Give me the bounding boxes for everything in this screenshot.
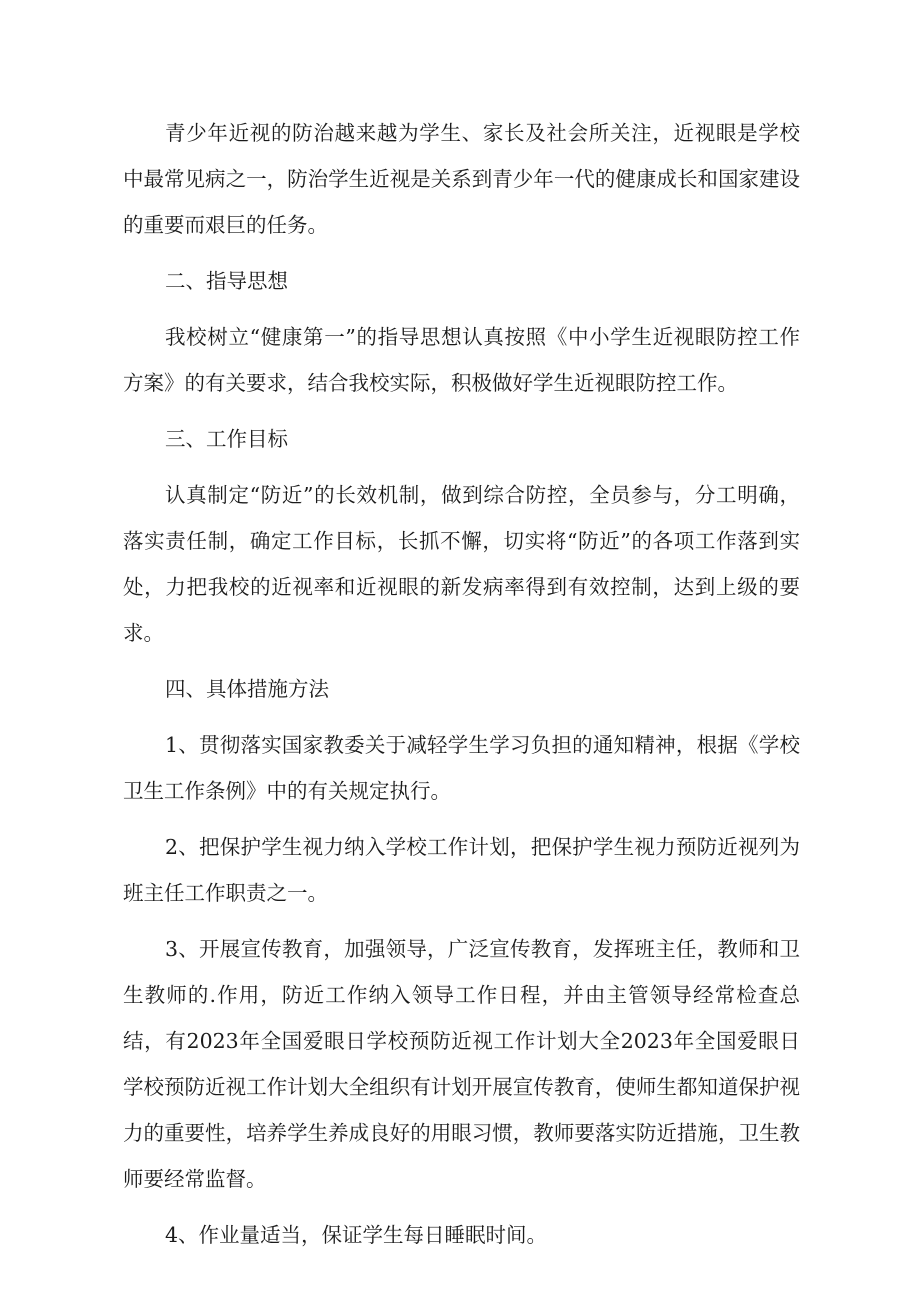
- document-body: [123, 110, 800, 1268]
- paragraph-measure-4: 4、作业量适当，保证学生每日睡眠时间。: [165, 1223, 548, 1247]
- heading-guiding-thought: 二、指导思想: [165, 269, 288, 293]
- paragraph-work-goals: 认真制定“防近”的长效机制，做到综合防控，全员参与，分工明确，落实责任制，确定工作目标，长抓不懈，切实将“防近”的各项工作落到实处，力把我校的近视率和近视眼的新发病率得到有效控制，达到上级的要求。: [123, 483, 800, 645]
- paragraph-measure-2: 2、把保护学生视力纳入学校工作计划，把保护学生视力预防近视列为班主任工作职责之一。: [123, 835, 800, 905]
- paragraph-guiding-thought: 我校树立“健康第一”的指导思想认真按照《中小学生近视眼防控工作方案》的有关要求，结合我校实际，积极做好学生近视眼防控工作。: [123, 325, 800, 395]
- paragraph-measure-3: 3、开展宣传教育，加强领导，广泛宣传教育，发挥班主任，教师和卫生教师的.作用，防近工作纳入领导工作日程，并由主管领导经常检查总结，有2023年全国爱眼日学校预防近视工作计划大全2023年全国爱眼日学校预防近视工作计划大全组织有计划开展宣传教育，使师生都知道保护视力的重要性，培养学生养成良好的用眼习惯，教师要落实防近措施，卫生教师要经常监督。: [123, 937, 800, 1191]
- paragraph-measure-1: 1、贯彻落实国家教委关于减轻学生学习负担的通知精神，根据《学校卫生工作条例》中的有关规定执行。: [123, 733, 800, 803]
- heading-specific-measures: 四、具体措施方法: [165, 677, 329, 701]
- paragraph-intro: 青少年近视的防治越来越为学生、家长及社会所关注，近视眼是学校中最常见病之一，防治学生近视是关系到青少年一代的健康成长和国家建设的重要而艰巨的任务。: [123, 121, 800, 237]
- heading-work-goals: 三、工作目标: [165, 427, 288, 451]
